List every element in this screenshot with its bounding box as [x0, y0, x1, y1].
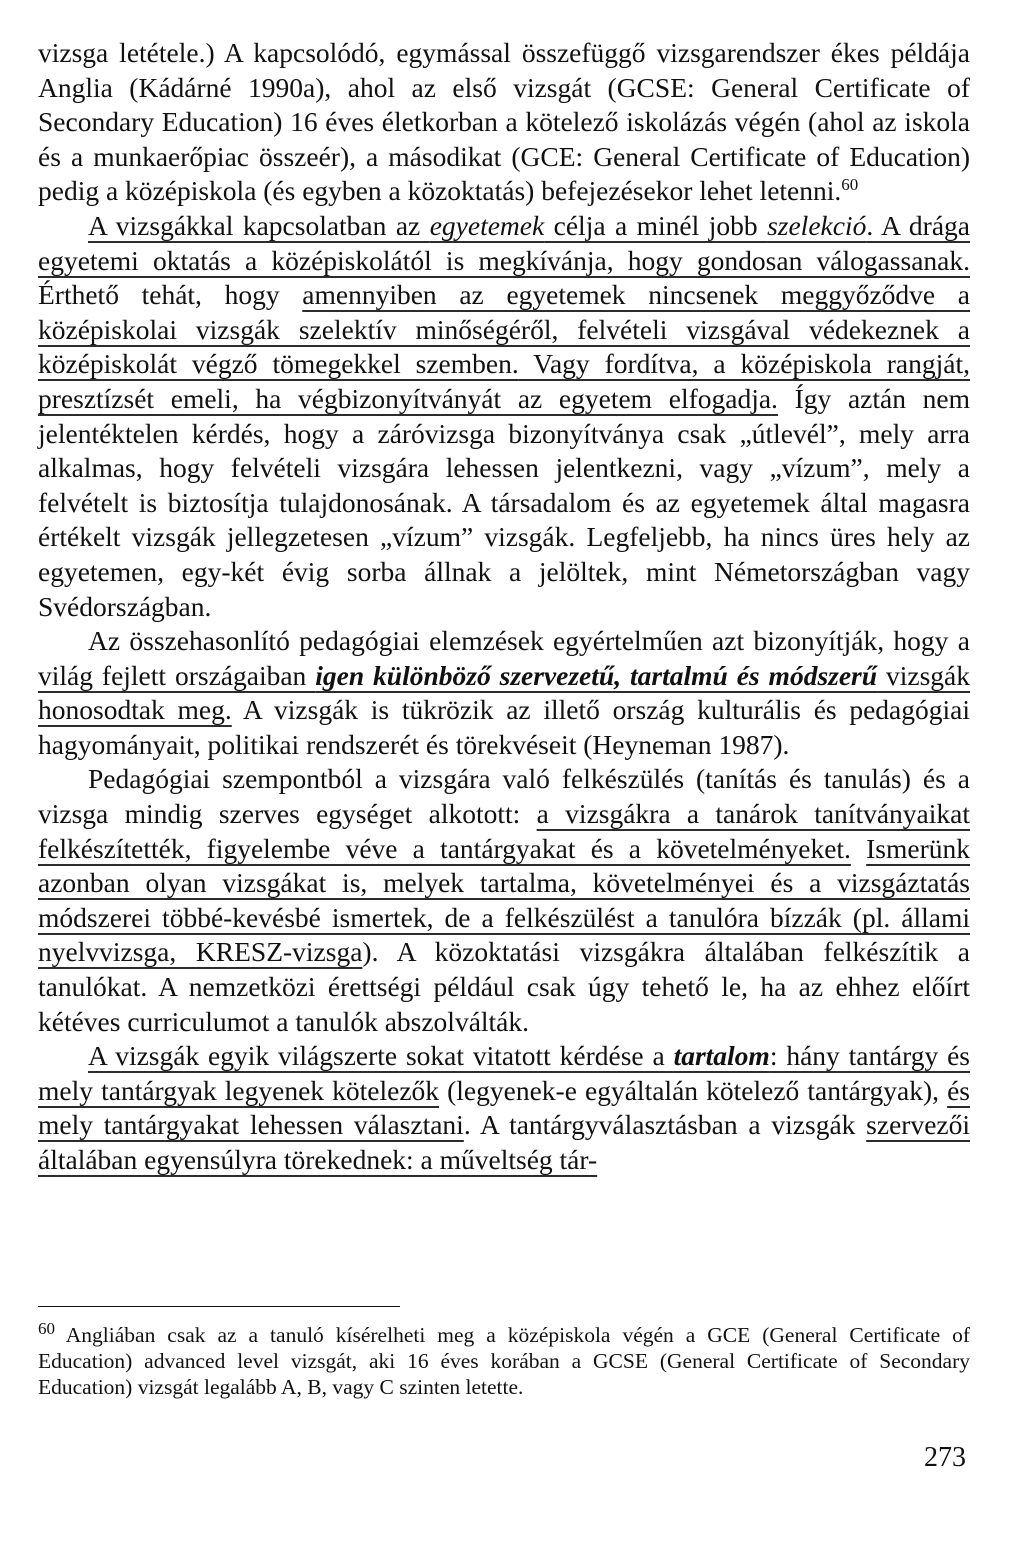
- underlined-text: a vizsgákra a tanárok tanítványaikat felkészítették, figyelembe véve a tantárgyakat és a követelményeket.: [38, 798, 970, 864]
- underlined-text: Ismerünk azonban olyan vizsgákat is, melyek tartalma, követelményei és a vizsgáztatás módszerei többé-kevésbé ismertek, de a felkészülést a tanulóra bízzák (pl. állami nyelvvizsga, KRESZ-vizsga: [38, 832, 970, 968]
- underlined-text: amennyiben az egyetemek nincsenek meggyőződve a középiskolai vizsgák szelektív minőségéről, felvételi vizsgával védekeznek a középiskolát végző tömegekkel szemben.: [38, 279, 970, 380]
- underlined-text: A vizsgák egyik világszerte sokat vitatott kérdése a: [88, 1040, 674, 1072]
- text-run: [851, 833, 866, 864]
- footnote: [38, 1318, 970, 1400]
- text-run: Érthető tehát, hogy: [38, 279, 303, 311]
- footnote-separator: [38, 1306, 400, 1307]
- underlined-text: Vagy fordítva, a középiskola rangját, presztízsét emeli, ha végbizonyítványát az egyetem elfogadja.: [38, 348, 970, 414]
- text-run: Az összehasonlító pedagógiai elemzések egyértelműen azt bizonyítják, hogy a: [88, 625, 970, 657]
- underlined-text: : hány tantárgy és mely tantárgyak legyenek kötelezők: [38, 1040, 971, 1106]
- footnote-reference: 60: [841, 175, 859, 195]
- footnote-text: Angliában csak az a tanuló kísérelheti meg a középiskola végén a GCE (General Certificate of Education) advanced level vizsgát, aki 16 éves korában a GCSE (General Certificate of Secondary Education) vizsgát legalább A, B, vagy C szinten letette.: [38, 1323, 970, 1399]
- underlined-text: . A drága egyetemi oktatás a középiskolától is megkívánja, hogy gondosan válogassanak.: [38, 209, 970, 276]
- underlined-text: igen különböző szervezetű, tartalmú és módszerű: [315, 659, 878, 691]
- underlined-text: és mely tantárgyakat lehessen választani: [38, 1074, 971, 1141]
- underlined-text: vizsgák honosodtak meg.: [38, 659, 970, 726]
- text-run: ). A közoktatási vizsgákra általában felkészítik a tanulókat. A nemzetközi érettségi például csak úgy tehető le, ha az ehhez előírt kétéves curriculumot a tanulók abszolválták.: [38, 936, 970, 1037]
- footnote-number: 60: [38, 1318, 55, 1338]
- text-run: Pedagógiai szempontból a vizsgára való felkészülés (tanítás és tanulás) és a vizsga mindig szerves egységet alkotott:: [38, 763, 970, 830]
- text-run: . A tantárgyválasztásban a vizsgák: [463, 1109, 867, 1141]
- paragraph: [38, 209, 970, 624]
- text-run: A vizsgák is tükrözik az illető ország kulturális és pedagógiai hagyományait, politikai rendszerét és törekvéseit (Heyneman 1987).: [38, 694, 970, 760]
- underlined-text: szervezői általában egyensúlyra törekednek: a műveltség tár-: [38, 1109, 970, 1175]
- underlined-text: tartalom: [673, 1040, 770, 1072]
- paragraph: [38, 36, 970, 209]
- underlined-text: célja a minél jobb: [544, 209, 768, 241]
- underlined-text: szelekció: [767, 209, 867, 241]
- main-text-block: [38, 36, 970, 1178]
- paragraph: [38, 1039, 970, 1177]
- underlined-text: A vizsgákkal kapcsolatban az: [88, 209, 430, 241]
- page-number: 273: [924, 1442, 966, 1473]
- text-run: vizsga letétele.) A kapcsolódó, egymással összefüggő vizsgarendszer ékes példája Anglia (Kádárné 1990a), ahol az első vizsgát (GCSE: General Certificate of Secondary Education) 16 éves életkorban a kötelező iskolázás végén (ahol az iskola és a munkaerőpiac összeér), a másodikat (GCE: General Certificate of Education) pedig a középiskola (és egyben a közoktatás) befejezésekor lehet letenni.: [38, 37, 970, 207]
- text-run: (legyenek-e egyáltalán kötelező tantárgyak),: [439, 1074, 948, 1106]
- text-run: Így aztán nem jelentéktelen kérdés, hogy a záróvizsga bizonyítványa csak „útlevél”, mely arra alkalmas, hogy felvételi vizsgára lehessen jelentkezni, vagy „vízum”, mely a felvételt is biztosítja tulajdonosának. A társadalom és az egyetemek által magasra értékelt vizsgák jellegzetesen „vízum” vizsgák. Legfeljebb, ha nincs üres hely az egyetemen, egy-két évig sorba állnak a jelöltek, mint Németországban vagy Svédországban.: [38, 382, 970, 622]
- underlined-text: egyetemek: [429, 209, 545, 241]
- paragraph: [38, 762, 970, 1039]
- underlined-text: világ fejlett országaiban: [38, 659, 316, 691]
- paragraph: [38, 624, 970, 762]
